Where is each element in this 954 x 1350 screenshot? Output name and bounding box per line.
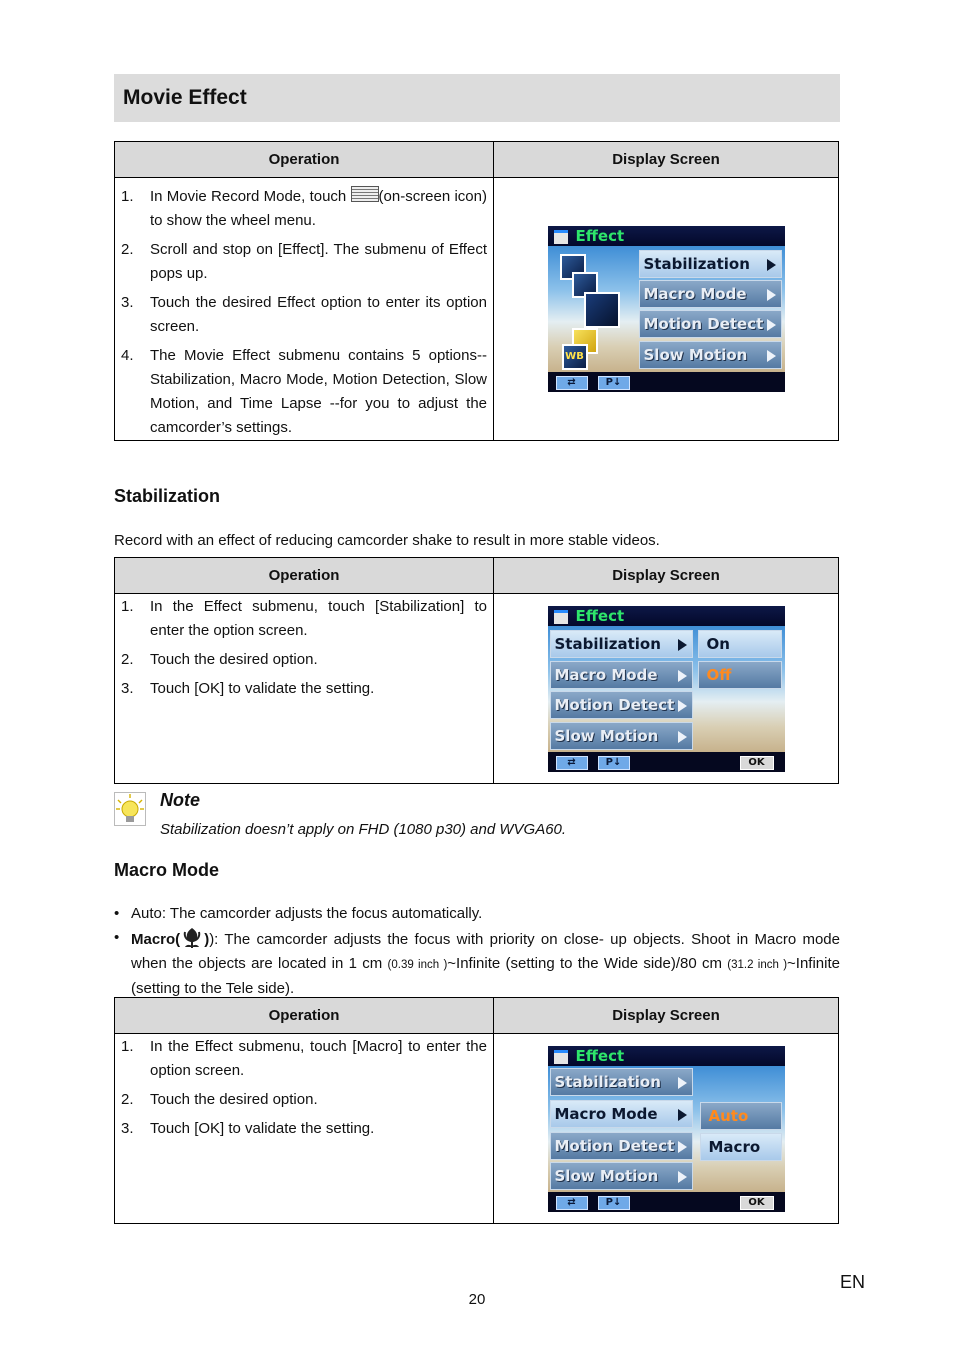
chevron-right-icon (678, 700, 687, 712)
bullet-macro (114, 926, 840, 1001)
step-number: 2. (121, 651, 134, 668)
step-text: Touch the desired option. (150, 651, 318, 668)
step-text: Touch the desired option. (150, 1091, 318, 1108)
chevron-right-icon (767, 350, 776, 362)
step-number: 4. (121, 347, 134, 364)
screen-title: Effect (575, 227, 625, 245)
menu-item-label: Slow Motion (554, 1166, 659, 1185)
chevron-right-icon (767, 259, 776, 271)
step-text: In the Effect submenu, touch [Stabilization] to enter the option screen. (150, 598, 487, 639)
camcorder-screen-stabilization (548, 606, 785, 772)
language-label: EN (840, 1272, 866, 1292)
menu-item-label: Macro Mode (554, 665, 658, 684)
display-cell (494, 178, 839, 441)
step-text: Touch the desired Effect option to enter its option screen. (150, 294, 487, 335)
ok-softkey[interactable]: OK (740, 1196, 774, 1210)
page-softkey[interactable]: P↓ (598, 1196, 630, 1210)
bullet-text: ): The camcorder adjusts the focus with priority on close- up objects. Shoot in Macro mode when the objects are located in 1 cm (131, 931, 840, 972)
step-item (121, 291, 487, 339)
step-text: In Movie Record Mode, touch (150, 188, 351, 205)
option-off[interactable]: Off (698, 661, 782, 689)
menu-item-label: Slow Motion (643, 346, 748, 364)
step-number: 2. (121, 241, 134, 258)
effect-title-icon (554, 1050, 568, 1064)
softkey-bar (548, 752, 785, 772)
effect-title-icon (554, 610, 568, 624)
operation-header: Operation (115, 142, 494, 178)
display-cell (494, 594, 839, 784)
softkey-bar (548, 1192, 785, 1212)
step-text: In the Effect submenu, touch [Macro] to enter the option screen. (150, 1038, 487, 1079)
stabilization-operation-table (114, 557, 839, 784)
step-text: Scroll and stop on [Effect]. The submenu of Effect pops up. (150, 241, 487, 282)
switch-softkey[interactable]: ⇄ (556, 756, 588, 770)
tulip-icon (180, 926, 204, 950)
menu-item-stabilization[interactable] (550, 630, 693, 658)
menu-item-stabilization[interactable] (550, 1068, 693, 1096)
step-text: Touch [OK] to validate the setting. (150, 680, 375, 697)
note-text: Stabilization doesn’t apply on FHD (1080 p30) and WVGA60. (160, 821, 567, 838)
menu-item-motion-detect[interactable] (550, 1132, 693, 1160)
operation-cell (115, 178, 494, 441)
menu-item-macro-mode[interactable] (550, 1100, 693, 1128)
step-number: 3. (121, 1120, 134, 1137)
unit-note: (0.39 inch ) (387, 959, 448, 971)
bullet-text: Auto: The camcorder adjusts the focus automatically. (131, 905, 483, 922)
macro-mode-heading: Macro Mode (114, 860, 220, 880)
chevron-right-icon (767, 319, 776, 331)
step-number: 2. (121, 1091, 134, 1108)
operation-header: Operation (115, 998, 494, 1034)
step-item (121, 1088, 487, 1112)
operation-cell (115, 1034, 494, 1224)
step-item (121, 595, 487, 643)
display-screen-header: Display Screen (494, 142, 839, 178)
camcorder-screen-macro (548, 1046, 785, 1212)
option-on[interactable]: On (698, 630, 782, 658)
menu-item-label: Macro Mode (554, 1104, 658, 1123)
step-item (121, 1035, 487, 1083)
screen-title: Effect (575, 606, 625, 625)
lightbulb-icon (114, 792, 146, 826)
menu-item-label: Slow Motion (554, 726, 659, 745)
menu-item-stabilization[interactable] (639, 250, 782, 278)
step-item (121, 677, 487, 701)
chevron-right-icon (678, 639, 687, 651)
menu-item-macro-mode[interactable] (550, 661, 693, 689)
chevron-right-icon (767, 289, 776, 301)
option-auto[interactable]: Auto (700, 1102, 782, 1130)
step-text: The Movie Effect submenu contains 5 options--Stabilization, Macro Mode, Motion Detection, Slow Motion, and Time Lapse --for you to adjust the camcorder’s settings. (150, 347, 487, 436)
section-title: Movie Effect (123, 86, 247, 109)
display-screen-header: Display Screen (494, 998, 839, 1034)
menu-item-slow-motion[interactable] (550, 1162, 693, 1190)
softkey-bar (548, 372, 785, 392)
camcorder-screen-effect (548, 226, 785, 392)
bullet-text: ~Infinite (setting to the Tele side). (131, 955, 840, 997)
step-text: (on-screen icon) to show the wheel menu. (150, 188, 487, 229)
operation-cell (115, 594, 494, 784)
switch-softkey[interactable]: ⇄ (556, 1196, 588, 1210)
screen-title-bar (548, 226, 785, 246)
ok-softkey[interactable]: OK (740, 756, 774, 770)
option-macro[interactable]: Macro (700, 1133, 782, 1161)
step-number: 3. (121, 294, 134, 311)
bullet-dot: • (114, 905, 120, 922)
step-number: 1. (121, 188, 134, 205)
stabilization-heading: Stabilization (114, 486, 221, 506)
step-number: 1. (121, 1038, 134, 1055)
menu-item-macro-mode[interactable] (639, 280, 782, 308)
menu-item-label: Motion Detect (554, 1136, 675, 1155)
menu-item-motion-detect[interactable] (550, 691, 693, 719)
step-number: 1. (121, 598, 134, 615)
bullet-text: ~Infinite (setting to the Wide side)/80 cm (447, 955, 722, 972)
note-title: Note (160, 790, 200, 810)
bullet-auto (114, 902, 840, 926)
bullet-dot: • (114, 929, 120, 946)
chevron-right-icon (678, 1171, 687, 1183)
bullet-text: ) (204, 931, 210, 948)
stabilization-description: Record with an effect of reducing camcorder shake to result in more stable videos. (114, 532, 660, 549)
menu-item-label: Stabilization (643, 255, 750, 273)
step-number: 3. (121, 680, 134, 697)
step-item (121, 238, 487, 286)
screen-title-bar (548, 606, 785, 626)
operation-header: Operation (115, 558, 494, 594)
menu-list-icon (351, 186, 379, 202)
step-item (121, 1117, 487, 1141)
chevron-right-icon (678, 731, 687, 743)
section-header (114, 74, 840, 122)
chevron-right-icon (678, 1141, 687, 1153)
step-item (121, 185, 487, 233)
menu-item-motion-detect[interactable] (639, 310, 782, 338)
wb-icon: WB (562, 344, 588, 370)
display-screen-header: Display Screen (494, 558, 839, 594)
bullet-text: Macro( (131, 931, 181, 948)
step-item (121, 344, 487, 440)
effect-operation-table (114, 141, 839, 441)
chevron-right-icon (678, 670, 687, 682)
menu-item-label: Motion Detect (643, 315, 764, 333)
step-item (121, 648, 487, 672)
page-softkey[interactable]: P↓ (598, 376, 630, 390)
menu-item-label: Stabilization (554, 634, 661, 653)
menu-item-slow-motion[interactable] (550, 722, 693, 750)
chevron-right-icon (678, 1077, 687, 1089)
screen-title: Effect (575, 1046, 625, 1065)
effect-title-icon (554, 230, 568, 244)
display-cell (494, 1034, 839, 1224)
menu-item-label: Stabilization (554, 1072, 661, 1091)
page-softkey[interactable]: P↓ (598, 756, 630, 770)
menu-item-slow-motion[interactable] (639, 341, 782, 369)
macro-bullet-list (114, 902, 840, 1001)
page-number: 20 (468, 1291, 486, 1308)
effect-icon[interactable] (584, 292, 620, 328)
menu-item-label: Macro Mode (643, 285, 747, 303)
switch-softkey[interactable]: ⇄ (556, 376, 588, 390)
menu-item-label: Motion Detect (554, 695, 675, 714)
macro-operation-table (114, 997, 839, 1224)
step-text: Touch [OK] to validate the setting. (150, 1120, 375, 1137)
screen-title-bar (548, 1046, 785, 1066)
unit-note: (31.2 inch ) (727, 959, 788, 971)
chevron-right-icon (678, 1109, 687, 1121)
